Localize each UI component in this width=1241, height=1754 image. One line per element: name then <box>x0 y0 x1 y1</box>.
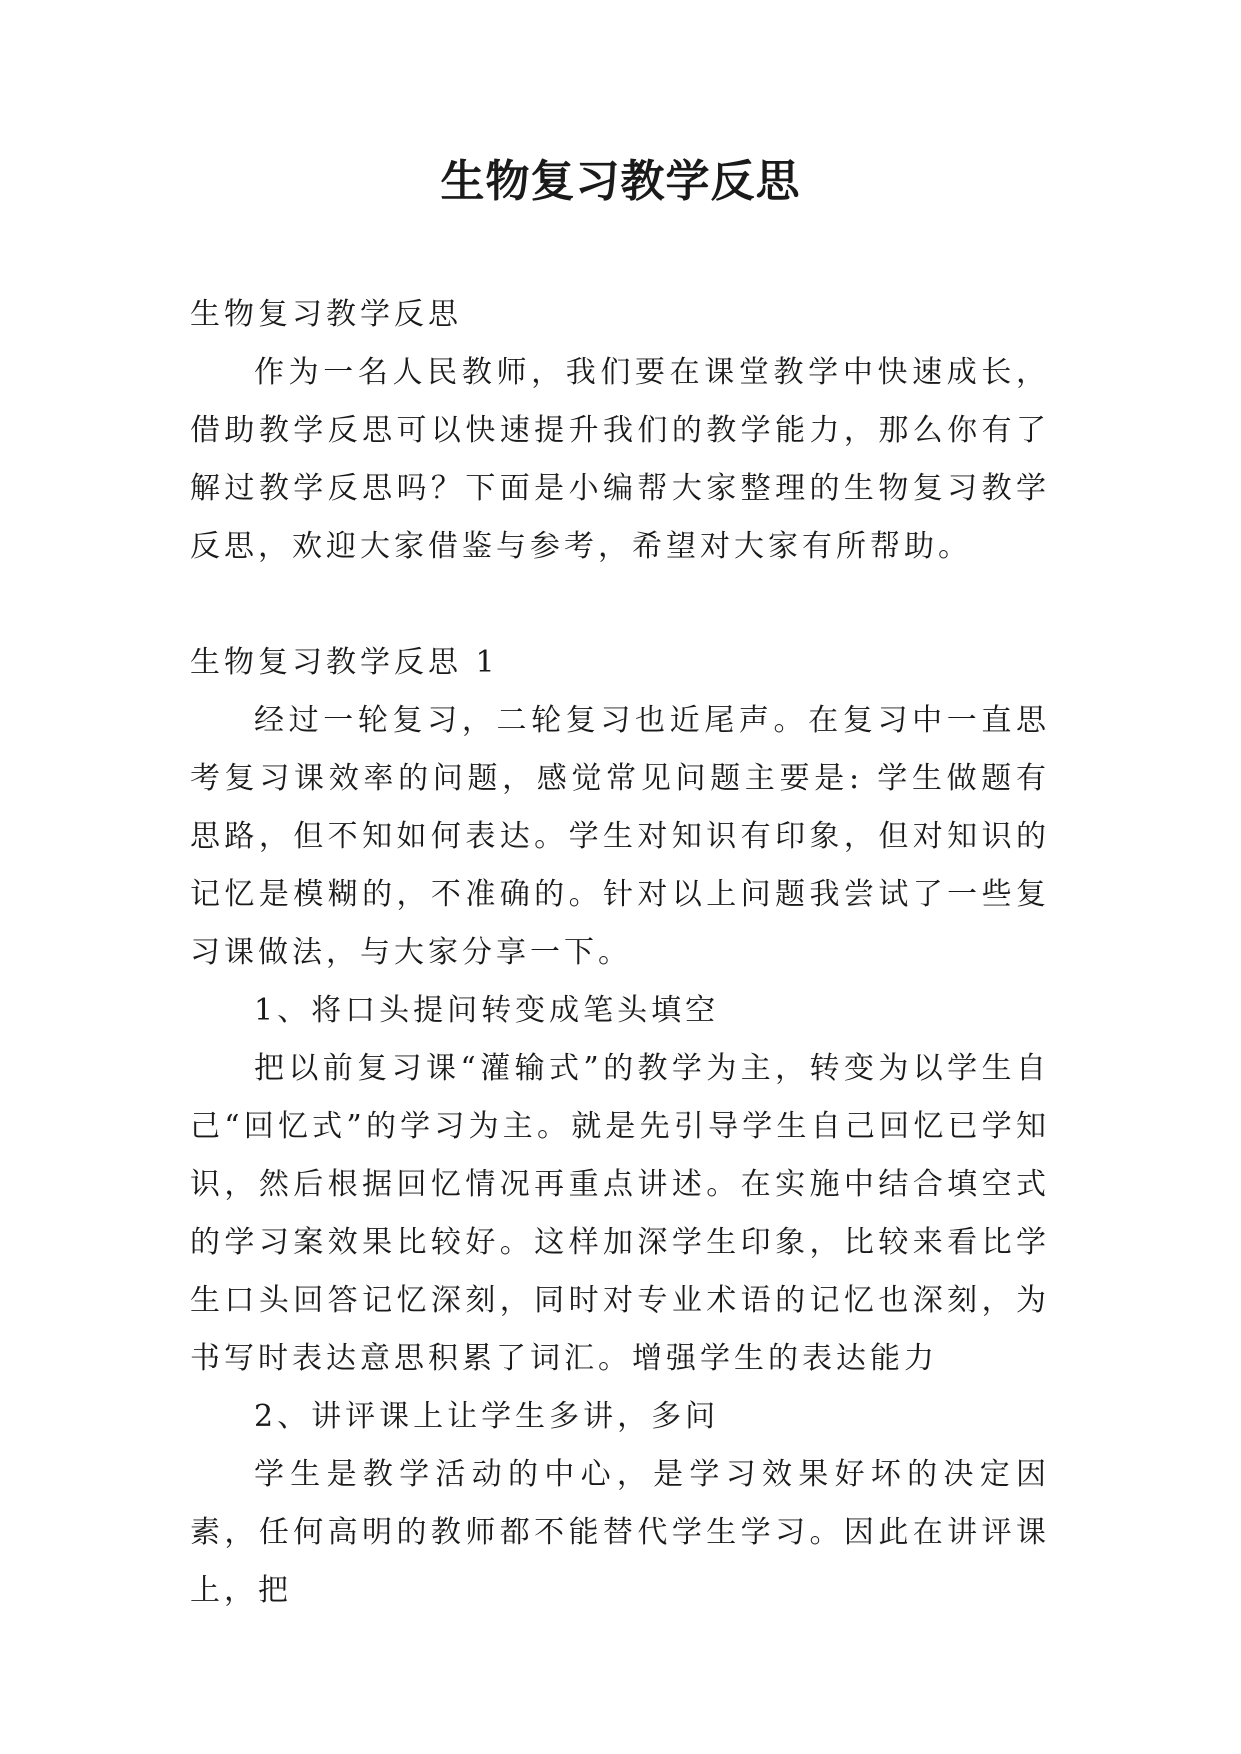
section-heading: 生物复习教学反思 1 <box>190 645 499 680</box>
list-item-heading: 2、讲评课上让学生多讲，多问 <box>254 1399 720 1434</box>
body-paragraph: 学生是教学活动的中心，是学习效果好坏的决定因素，任何高明的教师都不能替代学生学习。因此在讲评课上，把 <box>190 1457 1050 1608</box>
document-title: 生物复习教学反思 <box>440 156 801 207</box>
body-paragraph: 经过一轮复习，二轮复习也近尾声。在复习中一直思考复习课效率的问题，感觉常见问题主要是: 学生做题有思路，但不知如何表达。学生对知识有印象，但对知识的记忆是模糊的，不准确的。针对以上问题我尝试了一些复习课做法，与大家分享一下。 <box>190 703 1050 970</box>
document-body <box>190 286 1050 1620</box>
list-item-heading: 1、将口头提问转变成笔头填空 <box>254 993 720 1028</box>
intro-paragraph: 作为一名人民教师，我们要在课堂教学中快速成长，借助教学反思可以快速提升我们的教学能力，那么你有了解过教学反思吗？下面是小编帮大家整理的生物复习教学反思，欢迎大家借鉴与参考，希望对大家有所帮助。 <box>190 355 1050 564</box>
body-paragraph: 把以前复习课“灌输式”的教学为主，转变为以学生自己“回忆式”的学习为主。就是先引导学生自己回忆已学知识，然后根据回忆情况再重点讲述。在实施中结合填空式的学习案效果比较好。这样加深学生印象，比较来看比学生口头回答记忆深刻，同时对专业术语的记忆也深刻，为书写时表达意思积累了词汇。增强学生的表达能力 <box>190 1051 1050 1376</box>
section-heading: 生物复习教学反思 <box>190 297 462 332</box>
